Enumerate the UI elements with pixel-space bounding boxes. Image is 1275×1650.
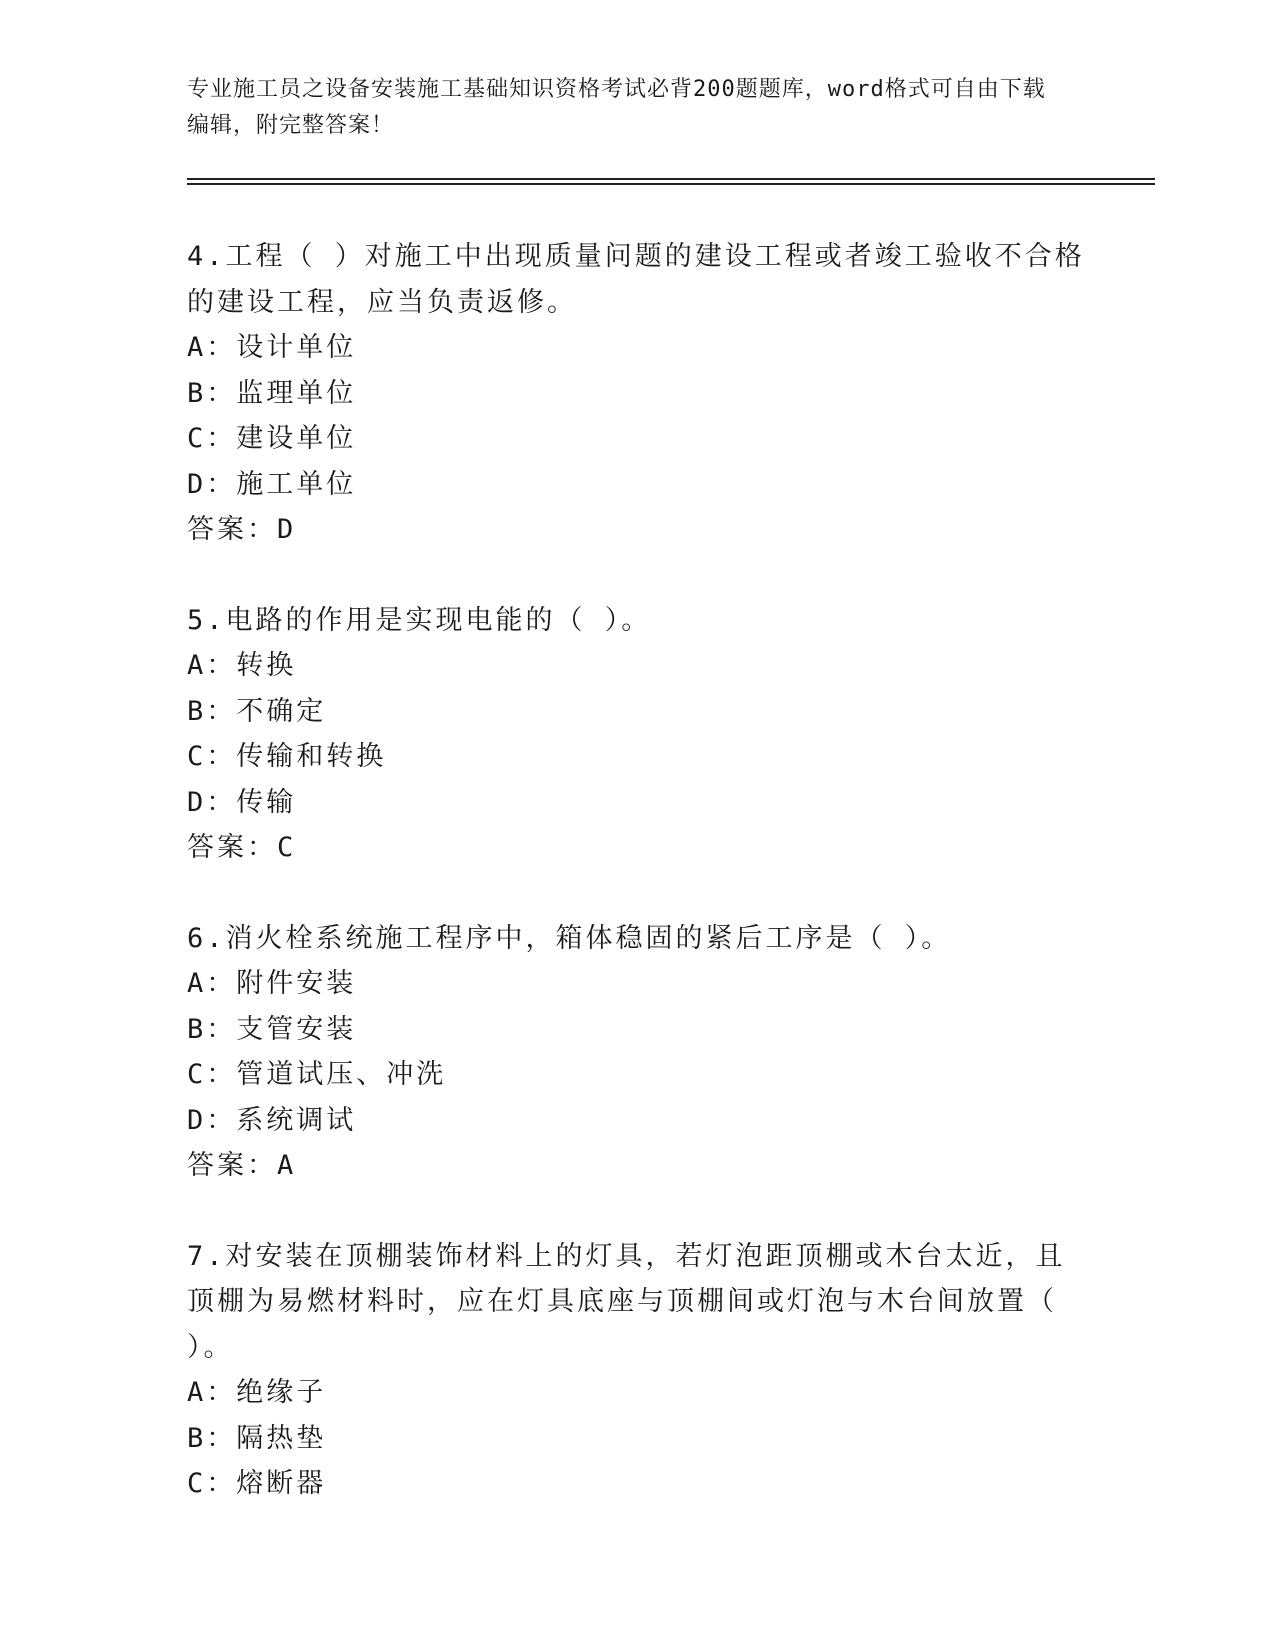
answer-text: 答案：D [187, 514, 297, 545]
option-d: D：施工单位 [187, 468, 357, 500]
option-d: D：系统调试 [187, 1104, 357, 1136]
question-4 [187, 234, 1087, 553]
option-c: C：管道试压、冲洗 [187, 1059, 447, 1090]
question-text: 7.对安装在顶棚装饰材料上的灯具，若灯泡距顶棚或木台太近，且顶棚为易燃材料时，应在灯具底座与顶棚间或灯泡与木台间放置（ ）。 [187, 1240, 1066, 1363]
question-6 [187, 916, 1087, 1189]
question-7 [187, 1234, 1087, 1507]
option-a: A：绝缘子 [187, 1377, 327, 1408]
question-text: 6.消火栓系统施工程序中，箱体稳固的紧后工序是（ ）。 [187, 922, 952, 954]
question-text: 4.工程（ ）对施工中出现质量问题的建设工程或者竣工验收不合格的建设工程，应当负责返修。 [187, 241, 1085, 318]
option-a: A：转换 [187, 650, 297, 681]
header-divider-bottom [187, 183, 1155, 185]
answer-text: 答案：A [187, 1150, 297, 1181]
question-text: 5.电路的作用是实现电能的（ ）。 [187, 604, 652, 636]
option-a: A：附件安装 [187, 968, 357, 999]
option-b: B：不确定 [187, 695, 327, 727]
option-d: D：传输 [187, 786, 297, 818]
answer-text: 答案：C [187, 832, 297, 863]
option-c: C：建设单位 [187, 423, 357, 454]
header-divider-top [187, 178, 1155, 180]
option-b: B：隔热垫 [187, 1422, 327, 1454]
question-5 [187, 598, 1087, 871]
option-c: C：传输和转换 [187, 741, 387, 772]
option-b: B：支管安装 [187, 1013, 357, 1045]
option-b: B：监理单位 [187, 377, 357, 409]
document-header: 专业施工员之设备安装施工基础知识资格考试必背200题题库，word格式可自由下载编辑，附完整答案！ [187, 77, 1046, 138]
question-list [187, 234, 1087, 1552]
option-c: C：熔断器 [187, 1468, 327, 1499]
option-a: A：设计单位 [187, 332, 357, 363]
